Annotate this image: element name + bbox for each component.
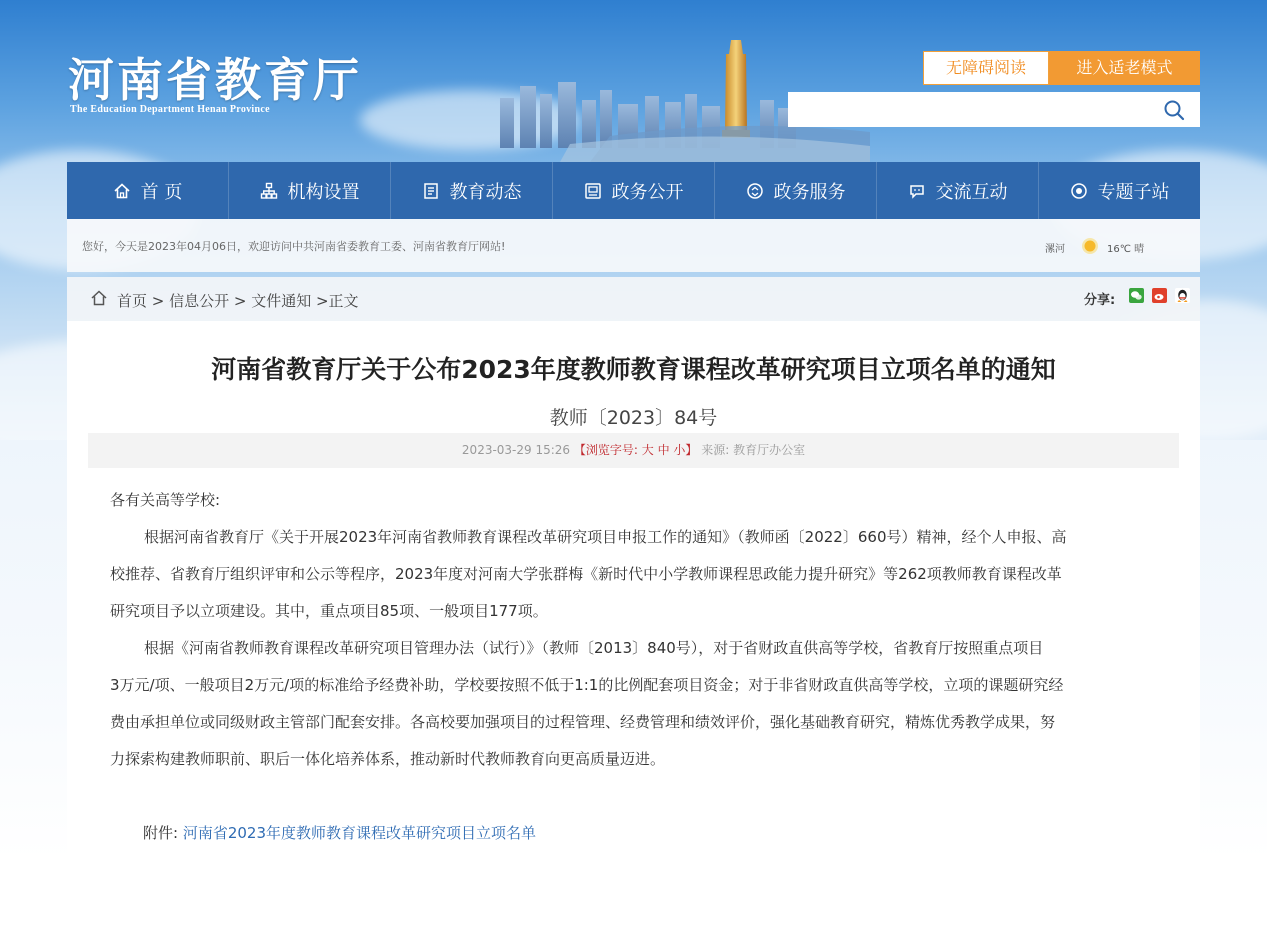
home-icon (113, 182, 131, 200)
search-input[interactable] (788, 92, 1200, 127)
sun-icon (1080, 236, 1100, 256)
nav-item-organization[interactable] (229, 162, 391, 219)
wechat-share-icon[interactable] (1129, 288, 1144, 303)
paragraph-line: 校推荐、省教育厅组织评审和公示等程序，2023年度对河南大学张群梅《新时代中小学教师课程思政能力提升研究》等262项教师教育课程改革 (110, 565, 1062, 583)
search-icon[interactable] (1162, 98, 1186, 122)
breadcrumb-bar (67, 277, 1200, 321)
nav-item-label: 交流互动 (935, 181, 1008, 203)
article-source: 来源: 教育厅办公室 (701, 443, 806, 457)
paragraph-line: 力探索构建教师职前、职后一体化培养体系，推动新时代教师教育向更高质量迈进。 (110, 750, 666, 768)
salutation: 各有关高等学校: (110, 491, 221, 509)
paragraph-line: 研究项目予以立项建设。其中，重点项目85项、一般项目177项。 (110, 602, 548, 620)
topic-icon (1070, 182, 1088, 200)
nav-item-label: 专题子站 (1097, 181, 1170, 203)
attachment-link[interactable]: 河南省2023年度教师教育课程改革研究项目立项名单 (182, 824, 537, 842)
nav-item-label: 政务公开 (611, 181, 684, 203)
nav-item-label: 首 页 (140, 181, 183, 203)
nav-item-interaction[interactable] (877, 162, 1039, 219)
document-number: 教师〔2023〕84号 (549, 407, 718, 429)
org-chart-icon (260, 182, 278, 200)
welcome-bar (67, 219, 1200, 272)
nav-item-education-news[interactable] (391, 162, 553, 219)
breadcrumb[interactable]: 首页 > 信息公开 > 文件通知 >正文 (117, 292, 359, 310)
service-icon (746, 182, 764, 200)
accessibility-reading-button[interactable]: 无障碍阅读 (923, 51, 1049, 85)
weather-temperature: 16℃ 晴 (1107, 244, 1145, 255)
nav-item-home[interactable] (67, 162, 229, 219)
paragraph-line: 费由承担单位或同级财政主管部门配套安排。各高校要加强项目的过程管理、经费管理和绩效评价，强化基础教育研究，精炼优秀教学成果，努 (110, 713, 1056, 731)
paragraph-line: 根据河南省教育厅《关于开展2023年河南省教师教育课程改革研究项目申报工作的通知》（教师函〔2022〕660号）精神，经个人申报、高 (144, 528, 1067, 546)
city-skyline-illustration (440, 20, 870, 162)
nav-item-label: 机构设置 (287, 181, 360, 203)
elder-mode-button[interactable]: 进入适老模式 (1049, 51, 1200, 85)
qq-share-icon[interactable] (1175, 288, 1190, 303)
paragraph-line: 3万元/项、一般项目2万元/项的标准给予经费补助，学校要按照不低于1:1的比例配套项目资金；对于非省财政直供高等学校，立项的课题研究经 (110, 676, 1064, 694)
document-icon (584, 182, 602, 200)
site-logo-title[interactable]: 河南省教育厅 (68, 53, 362, 107)
nav-item-label: 教育动态 (449, 181, 522, 203)
publish-date: 2023-03-29 15:26 (461, 443, 571, 457)
attachment-row (143, 822, 536, 843)
site-logo-subtitle: The Education Department Henan Province (70, 104, 270, 115)
chat-icon (908, 182, 926, 200)
welcome-text: 您好，今天是2023年04月06日，欢迎访问中共河南省委教育工委、河南省教育厅网站! (82, 240, 506, 253)
nav-item-government-affairs[interactable] (553, 162, 715, 219)
weather-city: 漯河 (1045, 244, 1065, 255)
article-title: 河南省教育厅关于公布2023年度教师教育课程改革研究项目立项名单的通知 (211, 355, 1056, 384)
weibo-share-icon[interactable] (1152, 288, 1167, 303)
font-size-selector[interactable]: 【浏览字号: 大 中 小】 (573, 443, 698, 457)
nav-item-label: 政务服务 (773, 181, 846, 203)
nav-item-government-services[interactable] (715, 162, 877, 219)
nav-item-topic-sites[interactable] (1039, 162, 1200, 219)
home-icon[interactable] (90, 289, 108, 307)
main-navigation (67, 162, 1200, 219)
paragraph-line: 根据《河南省教师教育课程改革研究项目管理办法（试行）》（教师〔2013〕840号），对于省财政直供高等学校，省教育厅按照重点项目 (144, 639, 1044, 657)
article-meta-bar (88, 433, 1179, 468)
news-icon (422, 182, 440, 200)
attachment-label: 附件: (143, 824, 179, 842)
share-label: 分享: (1084, 293, 1116, 308)
